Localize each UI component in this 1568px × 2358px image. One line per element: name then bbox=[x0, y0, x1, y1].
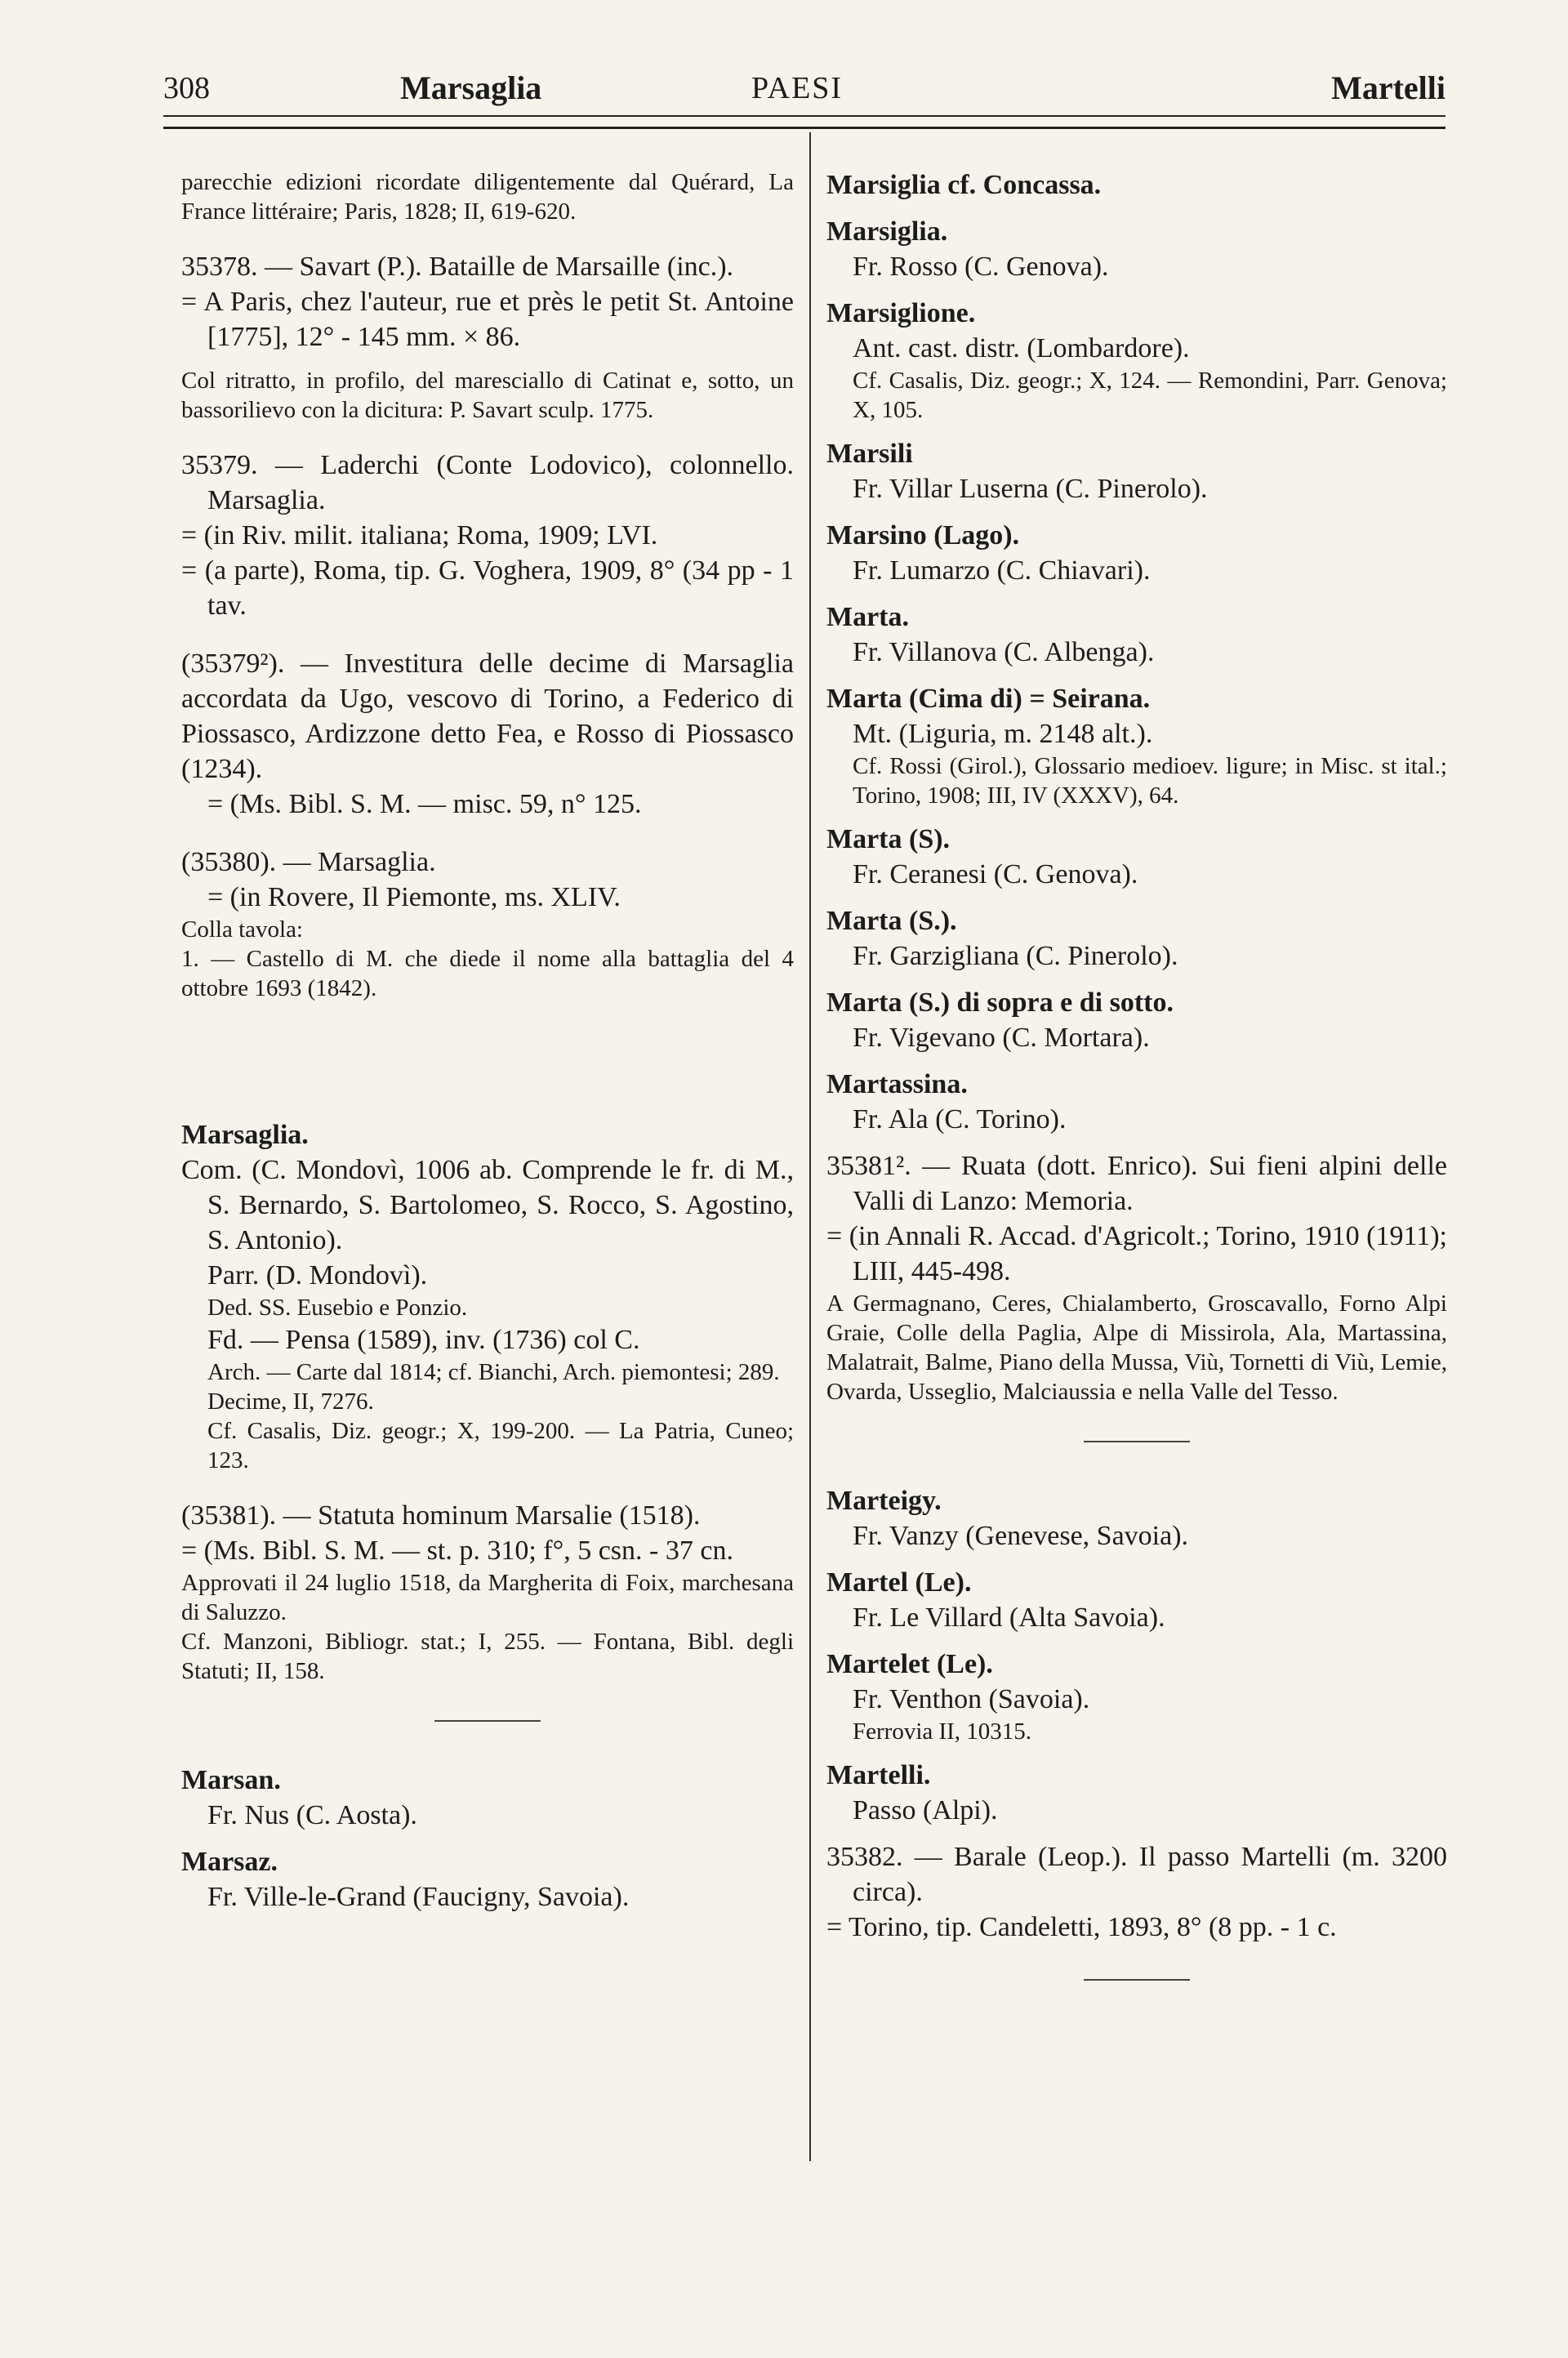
entry-note: Cf. Manzoni, Bibliogr. stat.; I, 255. — Fontana, Bibl. degli Statuti; II, 158. bbox=[181, 1629, 794, 1684]
place-detail: Fr. Ceranesi (C. Genova). bbox=[853, 859, 1138, 889]
header-first-entry: Marsaglia bbox=[400, 69, 542, 106]
entry-note: Cf. Casalis, Diz. geogr.; X, 124. — Remondini, Parr. Genova; X, 105. bbox=[853, 368, 1447, 423]
place-heading: Marteigy. bbox=[826, 1486, 942, 1516]
place-heading: Martelet (Le). bbox=[826, 1649, 993, 1679]
entry-note: Col ritratto, in profilo, del maresciallo di Catinat e, sotto, un bassorilievo con la dicitura: P. Savart sculp. 1775. bbox=[181, 368, 794, 423]
entry-note: Colla tavola: bbox=[181, 916, 303, 943]
bibliography-entry: 35381². — Ruata (dott. Enrico). Sui fieni alpini delle Valli di Lanzo: Memoria. bbox=[826, 1151, 1447, 1216]
place-heading: Marta (Cima di) = Seirana. bbox=[826, 684, 1151, 714]
section-rule bbox=[434, 1720, 541, 1722]
place-heading: Martassina. bbox=[826, 1069, 968, 1099]
place-heading: Marsaglia. bbox=[181, 1120, 309, 1150]
header-rule-thin bbox=[163, 115, 1446, 117]
place-heading: Marsiglione. bbox=[826, 298, 976, 328]
bibliography-entry: (35380). — Marsaglia. bbox=[181, 847, 436, 877]
column-divider bbox=[809, 132, 811, 2161]
bibliography-detail: = (in Riv. milit. italiana; Roma, 1909; LVI. bbox=[181, 520, 658, 550]
place-heading: Marta (S). bbox=[826, 824, 951, 854]
place-detail: Fr. Rosso (C. Genova). bbox=[853, 252, 1109, 282]
bibliography-detail: = A Paris, chez l'auteur, rue et près le petit St. Antoine [1775], 12° - 145 mm. × 86. bbox=[181, 287, 794, 352]
entry-text: parecchie edizioni ricordate diligentemente dal Quérard, La France littéraire; Paris, 1828; II, 619-620. bbox=[181, 169, 794, 225]
place-heading: Marta. bbox=[826, 602, 910, 632]
bibliography-entry: (35379²). — Investitura delle decime di Marsaglia accordata da Ugo, vescovo di Torino, a Federico di Piossasco, Ardizzone detto Fea, e Rosso di Piossasco (1234). bbox=[181, 649, 794, 784]
section-rule bbox=[1084, 1441, 1190, 1442]
bibliography-entry: 35378. — Savart (P.). Bataille de Marsaille (inc.). bbox=[181, 252, 734, 282]
bibliography-detail: = (in Rovere, Il Piemonte, ms. XLIV. bbox=[207, 882, 621, 912]
place-detail: Fr. Lumarzo (C. Chiavari). bbox=[853, 555, 1151, 586]
place-detail: Fd. — Pensa (1589), inv. (1736) col C. bbox=[207, 1325, 640, 1355]
place-detail: Fr. Nus (C. Aosta). bbox=[207, 1800, 417, 1830]
bibliography-entry: 35379. — Laderchi (Conte Lodovico), colonnello. Marsaglia. bbox=[181, 450, 794, 515]
place-detail: Fr. Villar Luserna (C. Pinerolo). bbox=[853, 474, 1208, 504]
place-detail: Fr. Vigevano (C. Mortara). bbox=[853, 1023, 1150, 1053]
place-detail: Ant. cast. distr. (Lombardore). bbox=[853, 333, 1190, 363]
bibliography-detail: = (Ms. Bibl. S. M. — st. p. 310; f°, 5 csn. - 37 cn. bbox=[181, 1536, 733, 1566]
right-column bbox=[826, 167, 1447, 1981]
bibliography-entry: 35382. — Barale (Leop.). Il passo Martelli (m. 3200 circa). bbox=[826, 1842, 1447, 1907]
header-rule-thick bbox=[163, 127, 1446, 129]
place-heading: Marsan. bbox=[181, 1765, 281, 1795]
entry-note: Decime, II, 7276. bbox=[207, 1389, 374, 1415]
page-number: 308 bbox=[163, 71, 210, 105]
bibliography-entry: (35381). — Statuta hominum Marsalie (1518). bbox=[181, 1500, 701, 1531]
place-detail: Fr. Garzigliana (C. Pinerolo). bbox=[853, 941, 1178, 971]
bibliography-detail: = (a parte), Roma, tip. G. Voghera, 1909, 8° (34 pp - 1 tav. bbox=[181, 555, 794, 621]
place-detail: Com. (C. Mondovì, 1006 ab. Comprende le fr. di M., S. Bernardo, S. Bartolomeo, S. Rocco, S. Agostino, S. Antonio). bbox=[181, 1155, 794, 1255]
running-header bbox=[163, 67, 1446, 116]
place-heading: Marsiglia cf. Concassa. bbox=[826, 170, 1102, 200]
header-section-title: PAESI bbox=[751, 71, 844, 105]
bibliography-detail: = (Ms. Bibl. S. M. — misc. 59, n° 125. bbox=[207, 789, 642, 819]
entry-note: Ferrovia II, 10315. bbox=[853, 1718, 1032, 1745]
bibliography-detail: = Torino, tip. Candeletti, 1893, 8° (8 pp. - 1 c. bbox=[826, 1912, 1337, 1942]
place-detail: Parr. (D. Mondovì). bbox=[207, 1260, 428, 1290]
place-heading: Marsili bbox=[826, 439, 913, 469]
place-heading: Marsaz. bbox=[181, 1847, 278, 1877]
place-detail: Fr. Le Villard (Alta Savoia). bbox=[853, 1602, 1165, 1633]
place-heading: Marta (S.) di sopra e di sotto. bbox=[826, 987, 1174, 1018]
entry-note: Arch. — Carte dal 1814; cf. Bianchi, Arch. piemontesi; 289. bbox=[207, 1359, 780, 1385]
place-heading: Martelli. bbox=[826, 1760, 931, 1790]
place-detail: Fr. Venthon (Savoia). bbox=[853, 1684, 1090, 1714]
place-detail: Fr. Ala (C. Torino). bbox=[853, 1104, 1067, 1134]
place-heading: Marsiglia. bbox=[826, 216, 948, 247]
place-detail: Fr. Villanova (C. Albenga). bbox=[853, 637, 1155, 667]
entry-note: Ded. SS. Eusebio e Ponzio. bbox=[207, 1295, 468, 1321]
entry-note: A Germagnano, Ceres, Chialamberto, Groscavallo, Forno Alpi Graie, Colle della Paglia, Alpe di Missirola, Ala, Martassina, Malatrait, Balme, Piano della Mussa, Viù, Tornetti di Viù, Lemie, Ovarda, Usseglio, Malciaussia e nella Valle del Tesso. bbox=[826, 1290, 1447, 1405]
entry-note: 1. — Castello di M. che diede il nome alla battaglia del 4 ottobre 1693 (1842). bbox=[181, 946, 794, 1001]
header-last-entry: Martelli bbox=[1331, 69, 1446, 106]
place-heading: Marta (S.). bbox=[826, 906, 957, 936]
place-detail: Passo (Alpi). bbox=[853, 1795, 998, 1825]
place-detail: Fr. Ville-le-Grand (Faucigny, Savoia). bbox=[207, 1882, 630, 1912]
place-heading: Marsino (Lago). bbox=[826, 520, 1020, 550]
place-detail: Fr. Vanzy (Genevese, Savoia). bbox=[853, 1521, 1189, 1551]
entry-note: Approvati il 24 luglio 1518, da Margherita di Foix, marchesana di Saluzzo. bbox=[181, 1570, 794, 1625]
entry-note: Cf. Rossi (Girol.), Glossario medioev. ligure; in Misc. st ital.; Torino, 1908; III, IV (XXXV), 64. bbox=[853, 753, 1447, 809]
place-detail: Mt. (Liguria, m. 2148 alt.). bbox=[853, 719, 1153, 749]
left-column bbox=[181, 167, 794, 1914]
place-heading: Martel (Le). bbox=[826, 1567, 972, 1598]
section-rule bbox=[1084, 1979, 1190, 1981]
bibliography-detail: = (in Annali R. Accad. d'Agricolt.; Torino, 1910 (1911); LIII, 445-498. bbox=[826, 1221, 1447, 1286]
entry-note: Cf. Casalis, Diz. geogr.; X, 199-200. — La Patria, Cuneo; 123. bbox=[207, 1418, 794, 1473]
